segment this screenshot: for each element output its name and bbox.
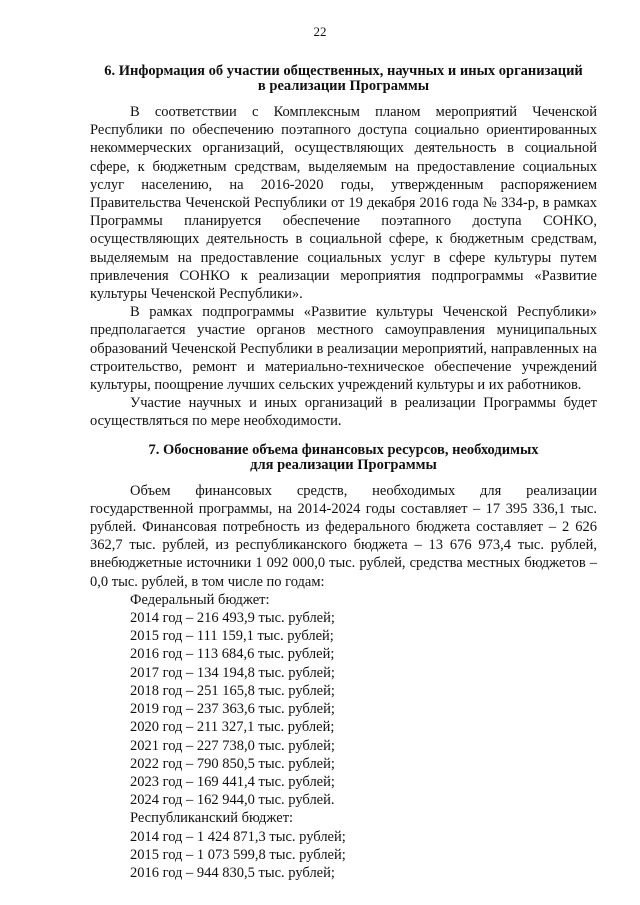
list-item: 2017 год – 134 194,8 тыс. рублей; bbox=[130, 664, 335, 681]
republic-budget-list bbox=[90, 828, 597, 883]
section-6 bbox=[90, 64, 597, 431]
list-item: 2015 год – 111 159,1 тыс. рублей; bbox=[130, 628, 334, 645]
section-6-paragraph: В рамках подпрограммы «Развитие культуры Чеченской Республики» предполагается участие органов местного самоуправления муниципальных образований Чеченской Республики в реализации мероприятий, направленных на строительство, ремонт и материально-техническое обеспечение учреждений культуры, поощрение лучших сельских учреждений культуры и их работников. bbox=[90, 304, 597, 394]
list-item: 2016 год – 113 684,6 тыс. рублей; bbox=[130, 646, 335, 663]
list-item: 2016 год – 944 830,5 тыс. рублей; bbox=[130, 864, 335, 881]
list-item: 2014 год – 216 493,9 тыс. рублей; bbox=[130, 610, 335, 627]
section-6-paragraph: В соответствии с Комплексным планом мероприятий Чеченской Республики по обеспечению поэтапного доступа социально ориентированных некоммерческих организаций, осуществляющих деятельность в социальной сфере, к бюджетным средствам, выделяемым на предоставление социальных услуг населению, на 2016-2020 годы, утвержденным распоряжением Правительства Чеченской Республики от 19 декабря 2016 года № 334-р, в рамках Программы планируется обеспечение поэтапного доступа СОНКО, осуществляющих деятельность в социальной сфере, к бюджетным средствам, выделяемым на предоставление социальных услуг в сфере культуры путем привлечения СОНКО к реализации мероприятия подпрограммы «Развитие культуры Чеченской Республики». bbox=[90, 104, 597, 303]
page-number: 22 bbox=[313, 24, 327, 39]
section-7-paragraph: Объем финансовых средств, необходимых для реализации государственной программы, на 2014-2024 годы составляет – 17 395 336,1 тыс. рублей. Финансовая потребность из федерального бюджета составляет – 2 626 362,7 тыс. рублей, из республиканского бюджета – 13 676 973,4 тыс. рублей, внебюджетные источники 1 092 000,0 тыс. рублей, средства местных бюджетов – 0,0 тыс. рублей, в том числе по годам: bbox=[90, 482, 597, 590]
federal-budget-list bbox=[90, 609, 597, 809]
section-7 bbox=[90, 443, 597, 882]
federal-budget-label: Федеральный бюджет: bbox=[130, 591, 270, 608]
list-item: 2019 год – 237 363,6 тыс. рублей; bbox=[130, 701, 335, 718]
page-content bbox=[90, 64, 597, 882]
list-item: 2015 год – 1 073 599,8 тыс. рублей; bbox=[130, 846, 346, 863]
list-item: 2020 год – 211 327,1 тыс. рублей; bbox=[130, 719, 335, 736]
list-item: 2024 год – 162 944,0 тыс. рублей. bbox=[130, 792, 335, 809]
section-6-paragraph: Участие научных и иных организаций в реализации Программы будет осуществляться по мере необходимости. bbox=[90, 395, 597, 430]
section-7-title-line1: 7. Обоснование объема финансовых ресурсов, необходимых bbox=[148, 441, 539, 458]
section-6-title-line2: в реализации Программы bbox=[257, 78, 430, 94]
list-item: 2023 год – 169 441,4 тыс. рублей; bbox=[130, 773, 335, 790]
list-item: 2014 год – 1 424 871,3 тыс. рублей; bbox=[130, 828, 346, 845]
list-item: 2022 год – 790 850,5 тыс. рублей; bbox=[130, 755, 335, 772]
republic-budget-label: Республиканский бюджет: bbox=[130, 810, 294, 827]
list-item: 2021 год – 227 738,0 тыс. рублей; bbox=[130, 737, 335, 754]
list-item: 2018 год – 251 165,8 тыс. рублей; bbox=[130, 682, 335, 699]
section-7-title-line2: для реализации Программы bbox=[250, 456, 437, 473]
section-6-title-line1: 6. Информация об участии общественных, научных и иных организаций bbox=[104, 63, 583, 79]
